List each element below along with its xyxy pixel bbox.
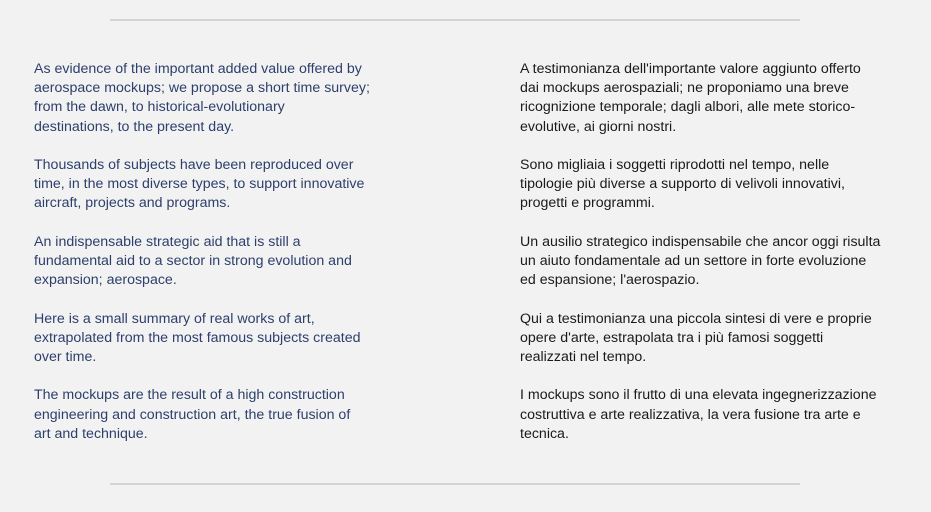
english-paragraph-5: The mockups are the result of a high construction engineering and construction art, the true fusion of art and technique. — [34, 387, 351, 442]
italian-text-column — [520, 60, 900, 463]
italian-paragraph-3: Un ausilio strategico indispensabile che ancor oggi risulta un aiuto fondamentale ad un settore in forte evoluzione ed espansione; l'aerospazio. — [520, 233, 881, 289]
top-divider — [110, 19, 800, 21]
italian-paragraph-1: A testimonianza dell'importante valore aggiunto offerto dai mockups aerospaziali; ne proponiamo una breve ricognizione temporale; dagli albori, alle mete storico- evolutive, ai giorni nostri. — [520, 61, 861, 135]
bottom-divider — [110, 483, 800, 485]
english-paragraph-1: As evidence of the important added value offered by aerospace mockups; we propose a short time survey; from the dawn, to historical-evolutionary destinations, to the present day. — [34, 61, 370, 135]
english-paragraph-3: An indispensable strategic aid that is still a fundamental aid to a sector in strong evolution and expansion; aerospace. — [34, 233, 352, 289]
italian-paragraph-2: Sono migliaia i soggetti riprodotti nel tempo, nelle tipologie più diverse a supporto di velivoli innovativi, progetti e programmi. — [520, 157, 845, 212]
english-paragraph-4: Here is a small summary of real works of art, extrapolated from the most famous subjects created over time. — [34, 310, 361, 365]
italian-paragraph-4: Qui a testimonianza una piccola sintesi di vere e proprie opere d'arte, estrapolata tra i più famosi soggetti realizzati nel tempo. — [520, 310, 872, 365]
italian-paragraph-5: I mockups sono il frutto di una elevata ingegnerizzazione costruttiva e arte realizzativa, la vera fusione tra arte e tecnica. — [520, 387, 877, 442]
english-paragraph-2: Thousands of subjects have been reproduced over time, in the most diverse types, to support innovative aircraft, projects and programs. — [34, 157, 365, 212]
english-text-column — [34, 60, 404, 463]
